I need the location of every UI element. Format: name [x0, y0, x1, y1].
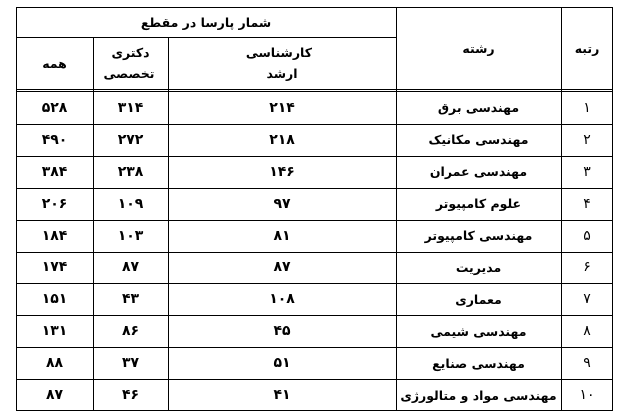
- table-cell-phd: ۱۰۳: [117, 227, 144, 244]
- header-rank: رتبه: [574, 40, 600, 56]
- table-cell-phd: ۳۱۴: [117, 99, 144, 116]
- table-cell-field: مهندسی مواد و متالورژی: [400, 387, 557, 403]
- table-cell-phd: ۲۷۲: [117, 131, 144, 148]
- header-bottom-line-1: [16, 89, 613, 90]
- table-cell-phd: ۲۳۸: [117, 163, 144, 180]
- header-field: رشته: [462, 40, 495, 56]
- table-cell-total: ۳۸۴: [41, 163, 68, 180]
- table-cell-total: ۸۷: [45, 387, 64, 404]
- table-cell-phd: ۳۷: [121, 355, 140, 372]
- table-cell-total: ۸۸: [45, 355, 64, 372]
- table-cell-masters: ۵۱: [273, 355, 291, 372]
- table-cell-field: مهندسی برق: [437, 100, 520, 116]
- table-cell-masters: ۸۷: [273, 259, 291, 276]
- table-cell-masters: ۸۱: [273, 227, 291, 244]
- table-cell-masters: ۴۱: [273, 387, 291, 404]
- table-cell-rank: ۱: [583, 99, 591, 116]
- table-cell-field: معماری: [455, 291, 502, 307]
- table-cell-field: مهندسی کامپیوتر: [424, 228, 533, 244]
- header-total: همه: [42, 55, 67, 71]
- table-cell-masters: ۲۱۴: [269, 99, 295, 116]
- table-cell-rank: ۷: [583, 291, 591, 308]
- table-cell-rank: ۵: [583, 227, 591, 244]
- table-cell-rank: ۲: [583, 131, 591, 148]
- table-cell-masters: ۹۷: [273, 195, 291, 212]
- table-cell-total: ۱۷۴: [41, 259, 68, 276]
- table-cell-rank: ۸: [583, 323, 591, 340]
- table-cell-total: ۱۵۱: [41, 291, 68, 308]
- table-cell-rank: ۴: [583, 195, 591, 212]
- table-cell-masters: ۱۴۶: [269, 163, 295, 180]
- table-cell-rank: ۱۰: [579, 387, 595, 404]
- table-cell-total: ۲۰۶: [41, 195, 68, 212]
- table-cell-field: مهندسی عمران: [429, 164, 528, 180]
- table-cell-phd: ۴۳: [121, 291, 140, 308]
- header-group: شمار پارسا در مقطع: [140, 14, 272, 30]
- table-cell-total: ۱۸۴: [41, 227, 68, 244]
- table-cell-total: ۱۳۱: [41, 323, 68, 340]
- table-cell-rank: ۳: [583, 163, 591, 180]
- table-cell-field: علوم کامپیوتر: [435, 196, 522, 212]
- table-cell-field: مهندسی صنایع: [432, 355, 525, 371]
- table-cell-total: ۵۲۸: [41, 99, 68, 116]
- header-masters: کارشناسی ارشد: [245, 45, 312, 81]
- table-border-top: [16, 7, 613, 8]
- table-cell-phd: ۸۷: [121, 259, 140, 276]
- table-cell-phd: ۴۶: [121, 387, 140, 404]
- table-cell-masters: ۲۱۸: [269, 131, 295, 148]
- table-cell-field: مهندسی شیمی: [430, 323, 527, 339]
- table-cell-phd: ۱۰۹: [117, 195, 144, 212]
- table-cell-rank: ۶: [583, 259, 591, 276]
- header-group-divider: [16, 37, 396, 38]
- ranking-table: [16, 7, 613, 411]
- table-cell-total: ۴۹۰: [41, 131, 68, 148]
- header-phd: دکتری تخصصی: [103, 45, 155, 81]
- table-cell-phd: ۸۶: [121, 323, 140, 340]
- table-cell-masters: ۱۰۸: [269, 291, 295, 308]
- table-cell-masters: ۴۵: [273, 323, 291, 340]
- table-cell-field: مدیریت: [455, 259, 502, 275]
- table-cell-field: مهندسی مکانیک: [428, 132, 529, 148]
- table-cell-rank: ۹: [583, 355, 591, 372]
